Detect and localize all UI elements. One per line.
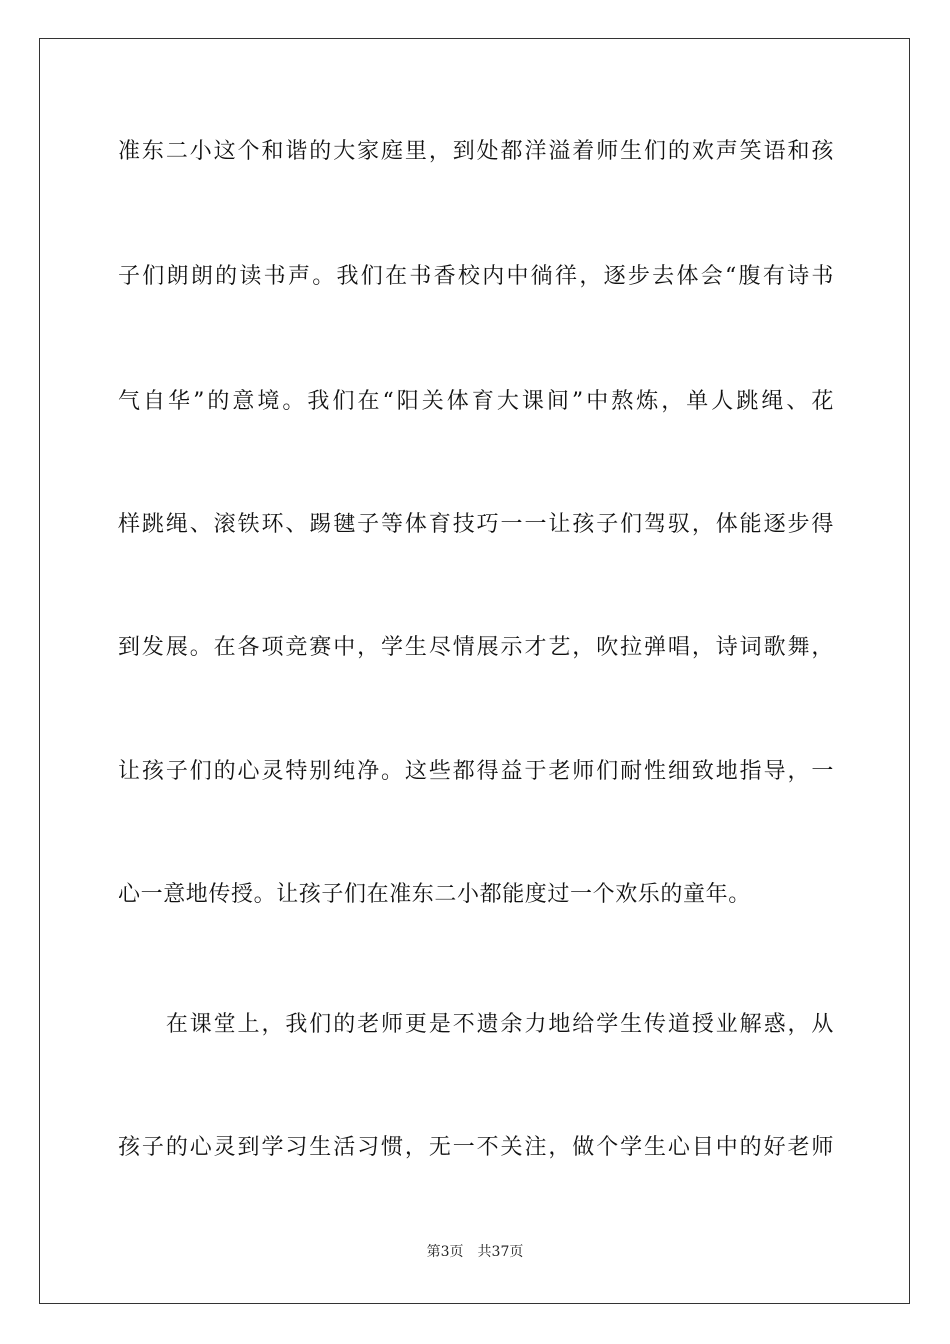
text-line-4: 样跳绳、滚铁环、踢毽子等体育技巧一一让孩子们驾驭，体能逐步得 [118,512,834,537]
text-line-7: 心一意地传授。让孩子们在准东二小都能度过一个欢乐的童年。 [118,882,751,907]
text-line-1: 准东二小这个和谐的大家庭里，到处都洋溢着师生们的欢声笑语和孩 [118,139,834,164]
page-frame [39,38,910,1304]
text-line-6: 让孩子们的心灵特别纯净。这些都得益于老师们耐性细致地指导，一 [118,759,834,784]
text-line-3: 气自华”的意境。我们在“阳关体育大课间”中熬炼，单人跳绳、花 [118,389,834,414]
text-line-8: 在课堂上，我们的老师更是不遗余力地给学生传道授业解惑，从 [118,1012,834,1037]
text-line-5: 到发展。在各项竞赛中，学生尽情展示才艺，吹拉弹唱，诗词歌舞， [118,635,834,660]
text-line-9: 孩子的心灵到学习生活习惯，无一不关注，做个学生心目中的好老师 [118,1135,834,1160]
page-total: 共37页 [477,1244,524,1260]
page-footer [0,1243,950,1261]
text-line-2: 子们朗朗的读书声。我们在书香校内中徜徉，逐步去体会“腹有诗书 [118,264,834,289]
page-number: 第3页 [426,1244,464,1260]
